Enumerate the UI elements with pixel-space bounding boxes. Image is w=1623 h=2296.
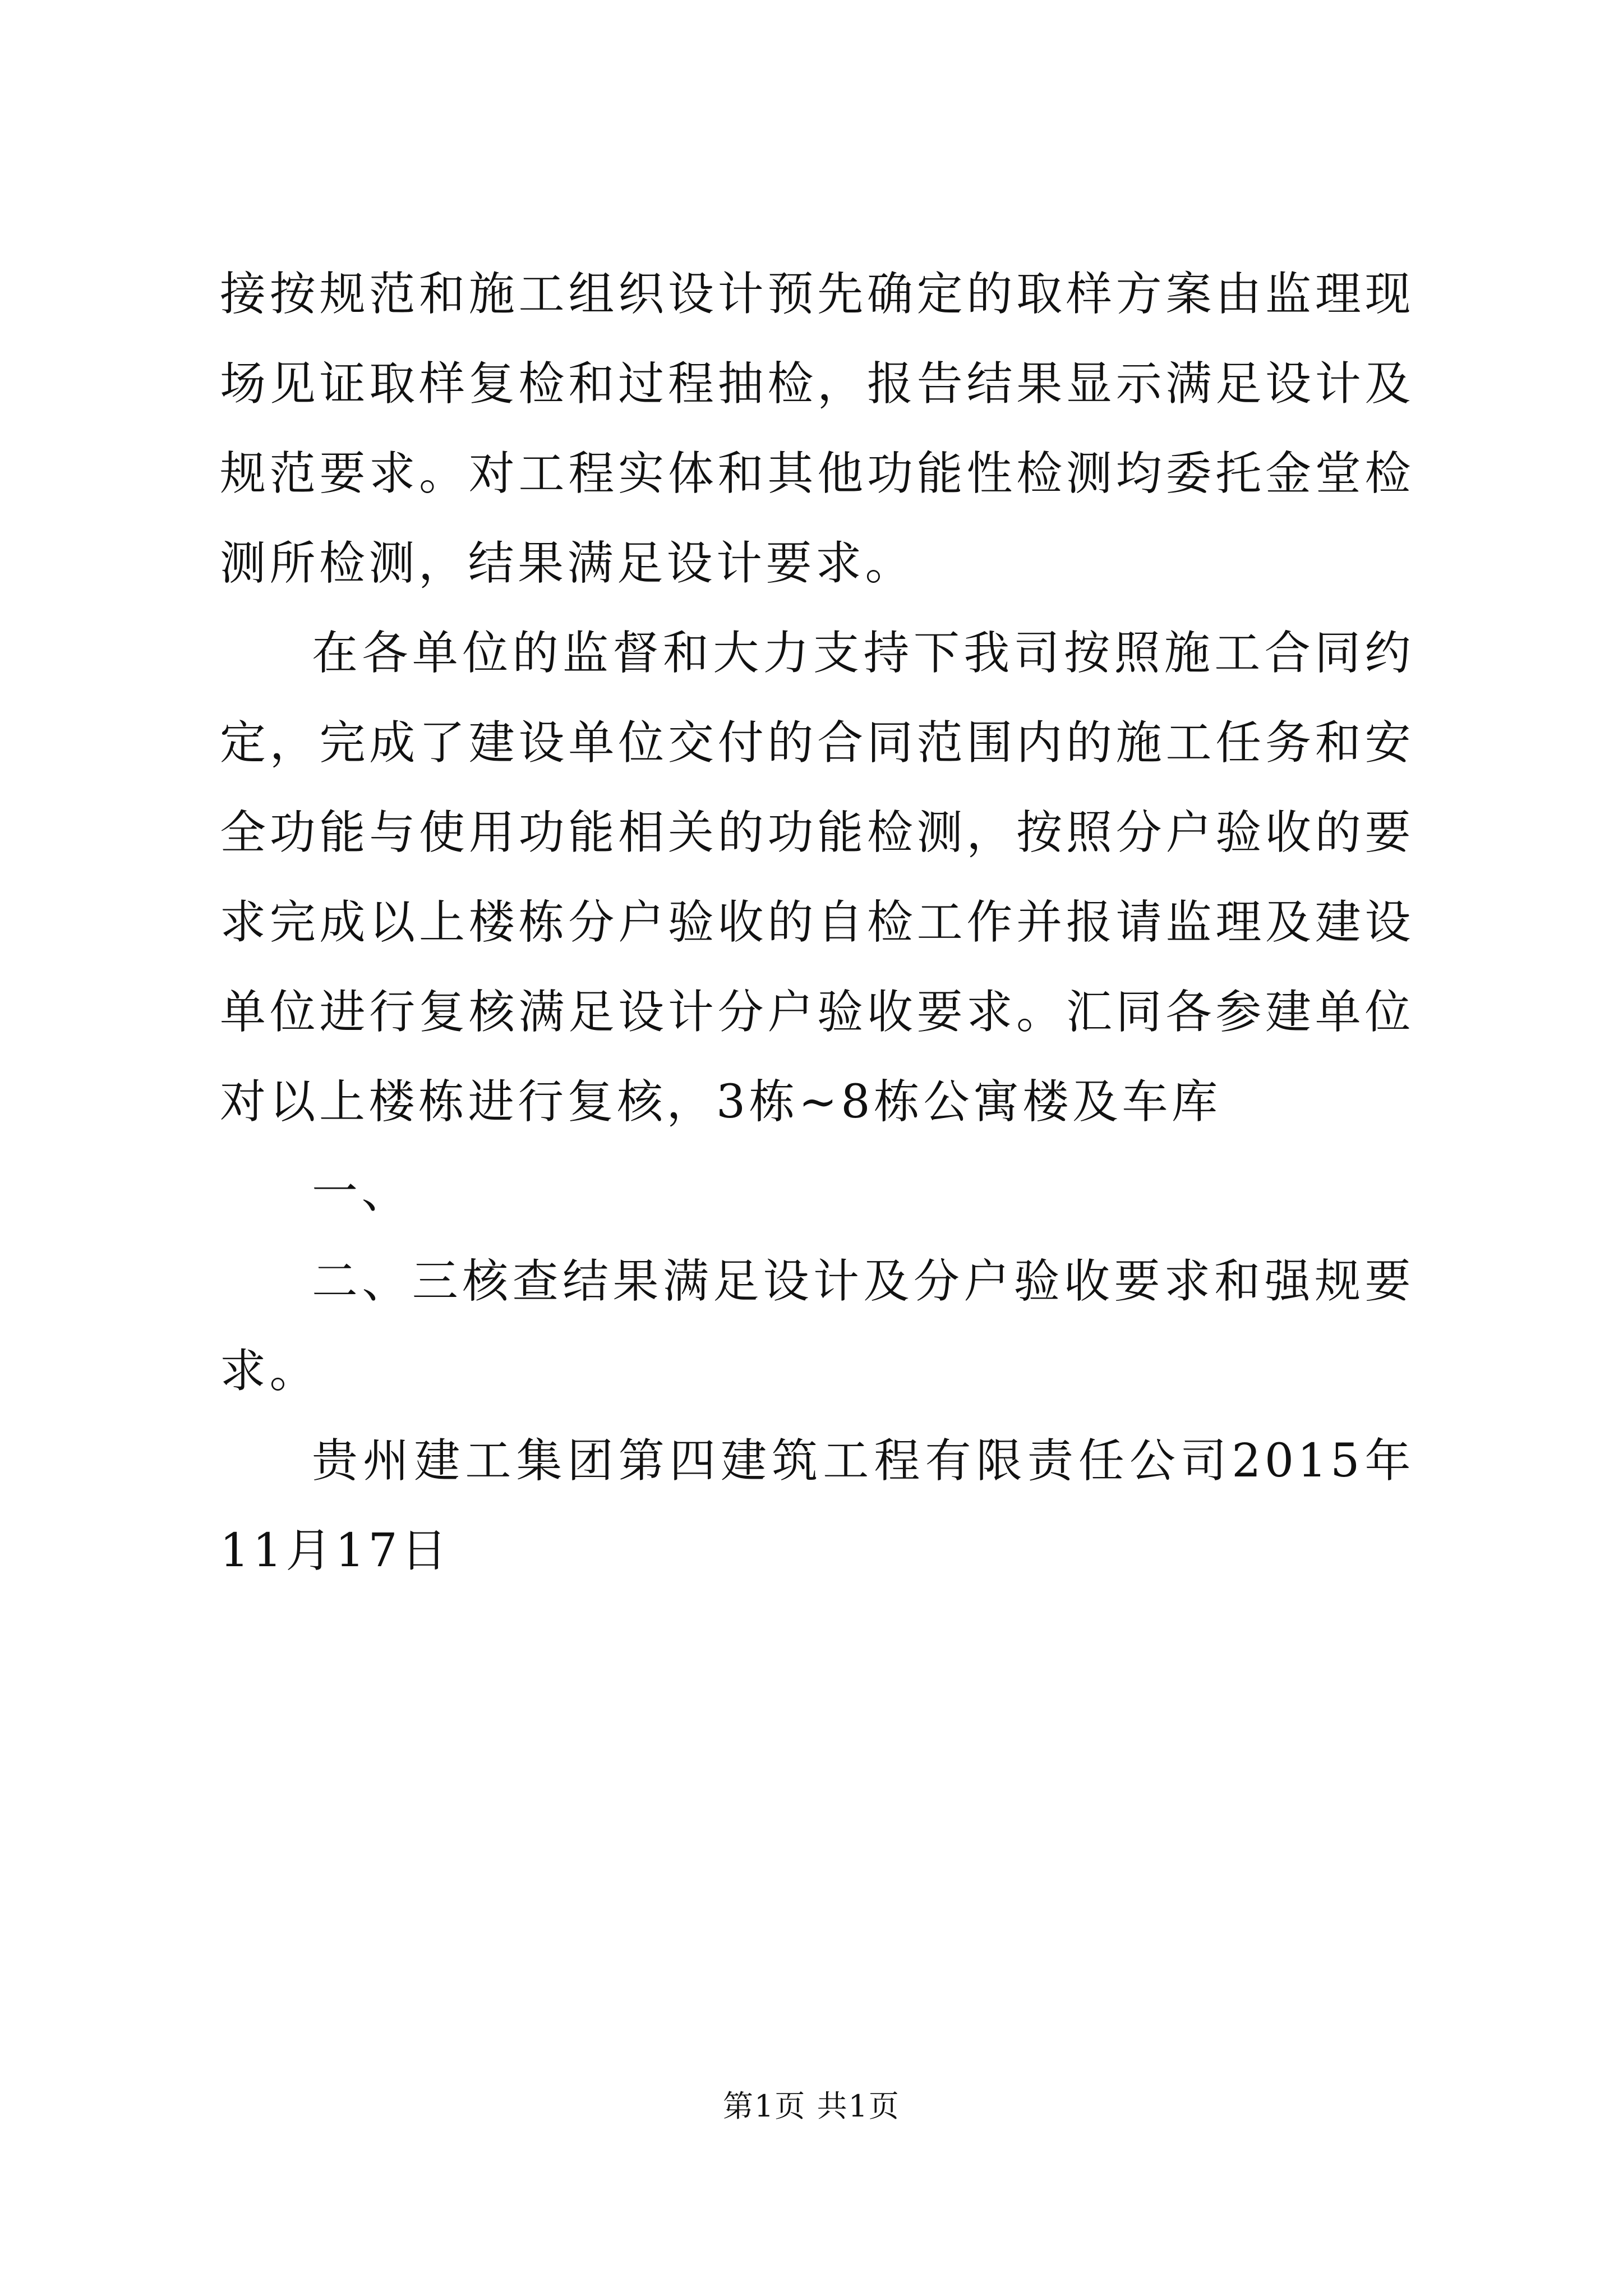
page-number-footer: 第1页 共1页: [723, 2088, 900, 2124]
paragraph-item-two-three: 二、三核查结果满足设计及分户验收要求和强规要求。: [220, 1255, 1414, 1398]
paragraph-signature-date: 贵州建工集团第四建筑工程有限责任公司2015年11月17日: [220, 1434, 1414, 1577]
document-body: [220, 250, 1414, 1596]
paragraph-testing-results: 接按规范和施工组织设计预先确定的取样方案由监理现场见证取样复检和过程抽检，报告结果显示满足设计及规范要求。对工程实体和其他功能性检测均委托金堂检测所检测，结果满足设计要求。: [220, 268, 1414, 590]
paragraph-item-one: 一、: [312, 1165, 412, 1218]
paragraph-acceptance: 在各单位的监督和大力支持下我司按照施工合同约定，完成了建设单位交付的合同范围内的施工任务和安全功能与使用功能相关的功能检测，按照分户验收的要求完成以上楼栋分户验收的自检工作并报请监理及建设单位进行复核满足设计分户验收要求。汇同各参建单位对以上楼栋进行复核，3栋~8栋公寓楼及车库: [220, 627, 1414, 1129]
